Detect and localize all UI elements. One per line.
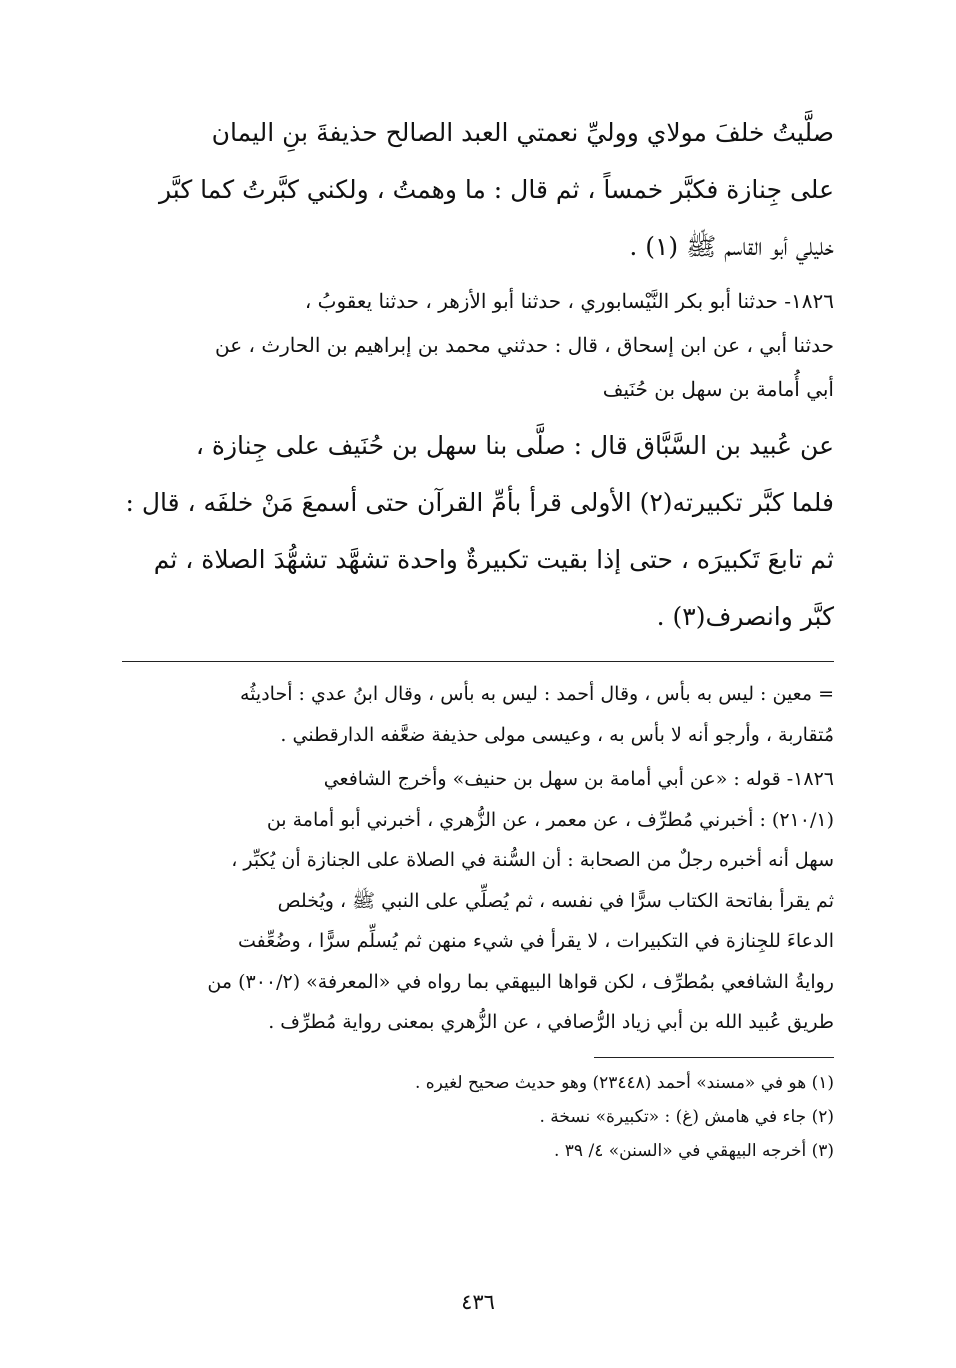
text-line: فلما كبَّر تكبيرته(٢) الأولى قرأ بأمِّ القرآن حتى أسمعَ مَنْ خلفَه ، قال : bbox=[125, 488, 834, 517]
hadith-isnad-1826 bbox=[122, 279, 834, 411]
text-line: الدعاءَ للجِنازة في التكبيرات ، لا يقرأ في شيء منهن ثم يُسلِّم سرًّا ، وضُعِّفت bbox=[237, 930, 834, 952]
text-line: ١٨٢٦- قوله : «عن أبي أمامة بن سهل بن حنيف» وأخرج الشافعي bbox=[323, 768, 834, 790]
footnote-divider bbox=[594, 1057, 834, 1058]
commentary-continued bbox=[122, 674, 834, 755]
text-line: سهل أنه أخبره رجلٌ من الصحابة : أن السُّنة في الصلاة على الجنازة أن يُكبِّر ، bbox=[231, 849, 834, 871]
text-line: أبي أُمامة بن سهل بن حُنَيف bbox=[602, 377, 834, 401]
commentary-1826 bbox=[122, 759, 834, 1043]
text-line: كبَّر وانصرف(٣) . bbox=[656, 602, 834, 631]
text-line: حدثنا أبي ، عن ابن إسحاق ، قال : حدثني محمد بن إبراهيم بن الحارث ، عن bbox=[214, 333, 834, 357]
footnote: (١) هو في «مسند» أحمد (٢٣٤٤٨) وهو حديث صحيح لغيره . bbox=[414, 1072, 834, 1093]
page-body bbox=[122, 104, 834, 1168]
text-line: عن عُبيد بن السَّبَّاق قال : صلَّى بنا سهل بن حُنَيف على جِنازة ، bbox=[195, 431, 834, 460]
text-line: روايةُ الشافعي بمُطرِّف ، لكن قواها البيهقي بما رواه في «المعرفة» (٣٠٠/٢) من bbox=[207, 970, 834, 993]
text-line: صلَّيتُ خلفَ مولاي ووليِّ نعمتي العبد الصالح حذيفةَ بنِ اليمان bbox=[211, 118, 834, 147]
text-line: على جِنازة فكبَّر خمساً ، ثم قال : ما وهمتُ ، ولكني كبَّرتُ كما كبَّر bbox=[158, 175, 834, 204]
text-line: مُتقاربة ، وأرجو أنه لا بأس به ، وعيسى مولى حذيفة ضعَّفه الدارقطني . bbox=[280, 723, 834, 746]
text-line: طريق عُبيد الله بن أبي زياد الرُّصافي ، عن الزُّهري بمعنى رواية مُطرِّف . bbox=[268, 1011, 834, 1033]
hadith-matn-2 bbox=[122, 417, 834, 645]
commentary-divider bbox=[122, 661, 834, 662]
text-line: خليلي أبو القاسم ﷺ (١) . bbox=[629, 232, 834, 261]
text-line: ١٨٢٦- حدثنا أبو بكر النَّيْسابوري ، حدثنا أبو الأزهر ، حدثنا يعقوبُ ، bbox=[304, 289, 834, 313]
hadith-matn-1 bbox=[122, 104, 834, 275]
text-line: ثم تابعَ تَكبيرَه ، حتى إذا بقيت تكبيرةٌ واحدة تشهَّد تشهُّدَ الصلاة ، ثم bbox=[153, 545, 834, 574]
page-number: ٤٣٦ bbox=[461, 1290, 495, 1314]
footnote: (٣) أخرجه البيهقي في «السنن» ٤/ ٣٩ . bbox=[553, 1140, 834, 1161]
text-line: ثم يقرأ بفاتحة الكتاب سرًّا في نفسه ، ثم يُصلِّي على النبي ﷺ ، ويُخلص bbox=[277, 889, 834, 912]
footnotes bbox=[122, 1066, 834, 1168]
footnote: (٢) جاء في هامش (غ) : «تكبيرة» نسخة . bbox=[539, 1106, 834, 1127]
text-line: = معين : ليس به بأس ، وقال أحمد : ليس به بأس ، وقال ابنُ عدي : أحاديثُه bbox=[239, 683, 834, 705]
text-line: (٢١٠/١) : أخبرني مُطرِّف ، عن معمر ، عن الزُّهري ، أخبرني أبو أمامة بن bbox=[266, 808, 834, 831]
